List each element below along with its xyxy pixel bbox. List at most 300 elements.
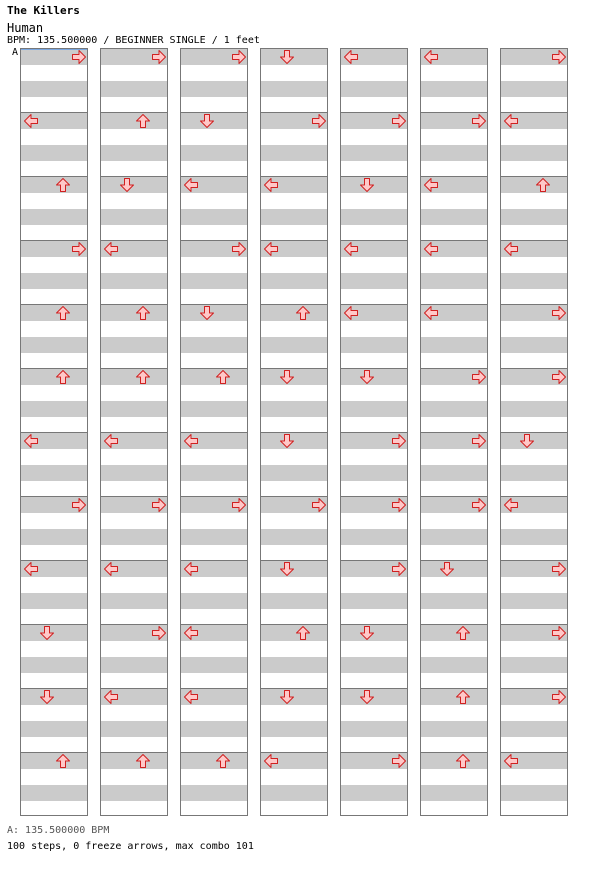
up-arrow-icon <box>455 689 471 705</box>
right-arrow-icon <box>391 753 407 769</box>
beat-band <box>341 593 407 609</box>
down-arrow-icon <box>359 177 375 193</box>
beat-band <box>501 545 567 561</box>
beat-band <box>421 417 487 433</box>
beat-band <box>341 577 407 593</box>
beat-band <box>21 193 87 209</box>
beat-band <box>261 209 327 225</box>
beat-band <box>421 769 487 785</box>
up-arrow-icon <box>215 369 231 385</box>
beat-band <box>21 289 87 305</box>
beat-band <box>261 225 327 241</box>
right-arrow-icon <box>471 433 487 449</box>
beat-band <box>261 161 327 177</box>
beat-band <box>341 353 407 369</box>
left-arrow-icon <box>343 305 359 321</box>
up-arrow-icon <box>295 625 311 641</box>
beat-band <box>421 289 487 305</box>
beat-band <box>181 513 247 529</box>
beat-band <box>421 161 487 177</box>
beat-band <box>21 801 87 816</box>
beat-band <box>181 273 247 289</box>
beat-band <box>501 209 567 225</box>
chart-info: BPM: 135.500000 / BEGINNER SINGLE / 1 feet <box>7 35 260 46</box>
beat-band <box>181 657 247 673</box>
beat-band <box>421 609 487 625</box>
beat-band <box>101 785 167 801</box>
beat-band <box>341 737 407 753</box>
beat-band <box>181 81 247 97</box>
left-arrow-icon <box>103 561 119 577</box>
beat-band <box>101 257 167 273</box>
beat-band <box>101 529 167 545</box>
beat-band <box>421 705 487 721</box>
beat-band <box>21 65 87 81</box>
beat-band <box>181 769 247 785</box>
beat-band <box>181 209 247 225</box>
left-arrow-icon <box>423 177 439 193</box>
down-arrow-icon <box>199 113 215 129</box>
beat-band <box>261 529 327 545</box>
beat-band <box>181 145 247 161</box>
beat-band <box>501 289 567 305</box>
beat-band <box>21 545 87 561</box>
beat-band <box>261 481 327 497</box>
beat-band <box>341 769 407 785</box>
beat-band <box>501 417 567 433</box>
beat-band <box>501 529 567 545</box>
left-arrow-icon <box>23 113 39 129</box>
beat-band <box>501 577 567 593</box>
beat-band <box>181 161 247 177</box>
beat-band <box>181 337 247 353</box>
beat-band <box>181 97 247 113</box>
beat-band <box>501 705 567 721</box>
beat-band <box>341 401 407 417</box>
right-arrow-icon <box>471 497 487 513</box>
beat-band <box>261 737 327 753</box>
beat-band <box>21 673 87 689</box>
beat-band <box>101 273 167 289</box>
beat-band <box>501 353 567 369</box>
left-arrow-icon <box>183 625 199 641</box>
beat-band <box>101 673 167 689</box>
left-arrow-icon <box>23 433 39 449</box>
beat-band <box>181 225 247 241</box>
left-arrow-icon <box>503 497 519 513</box>
beat-band <box>261 273 327 289</box>
beat-band <box>101 545 167 561</box>
left-arrow-icon <box>423 241 439 257</box>
down-arrow-icon <box>199 305 215 321</box>
beat-band <box>341 129 407 145</box>
beat-band <box>21 641 87 657</box>
right-arrow-icon <box>311 497 327 513</box>
beat-band <box>101 801 167 816</box>
measure-line <box>101 752 167 753</box>
down-arrow-icon <box>39 625 55 641</box>
measure-line <box>261 624 327 625</box>
beat-band <box>21 257 87 273</box>
beat-band <box>261 129 327 145</box>
beat-band <box>341 481 407 497</box>
step-stats: 100 steps, 0 freeze arrows, max combo 101 <box>7 841 254 852</box>
beat-band <box>261 257 327 273</box>
beat-band <box>261 353 327 369</box>
beat-band <box>21 737 87 753</box>
measure-line <box>501 176 567 177</box>
beat-band <box>101 97 167 113</box>
beat-band <box>181 385 247 401</box>
beat-band <box>181 593 247 609</box>
measure-line <box>261 304 327 305</box>
right-arrow-icon <box>551 689 567 705</box>
right-arrow-icon <box>471 113 487 129</box>
left-arrow-icon <box>103 433 119 449</box>
beat-band <box>421 465 487 481</box>
beat-band <box>341 417 407 433</box>
beat-band <box>21 529 87 545</box>
beat-band <box>261 545 327 561</box>
beat-band <box>501 81 567 97</box>
beat-band <box>181 289 247 305</box>
beat-band <box>501 449 567 465</box>
right-arrow-icon <box>391 497 407 513</box>
beat-band <box>501 177 567 193</box>
beat-band <box>101 721 167 737</box>
beat-band <box>261 721 327 737</box>
up-arrow-icon <box>455 753 471 769</box>
beat-band <box>261 65 327 81</box>
beat-band <box>21 385 87 401</box>
beat-band <box>341 513 407 529</box>
beat-band <box>261 673 327 689</box>
beat-band <box>21 657 87 673</box>
beat-band <box>181 641 247 657</box>
beat-band <box>101 481 167 497</box>
right-arrow-icon <box>231 49 247 65</box>
beat-band <box>101 353 167 369</box>
beat-band <box>341 609 407 625</box>
beat-band <box>21 145 87 161</box>
left-arrow-icon <box>183 433 199 449</box>
beat-band <box>341 65 407 81</box>
beat-band <box>101 81 167 97</box>
beat-band <box>261 657 327 673</box>
beat-band <box>101 225 167 241</box>
beat-band <box>21 753 87 769</box>
down-arrow-icon <box>39 689 55 705</box>
beat-band <box>101 641 167 657</box>
beat-band <box>181 545 247 561</box>
beat-band <box>101 513 167 529</box>
beat-band <box>21 225 87 241</box>
beat-band <box>101 113 167 129</box>
beat-band <box>181 705 247 721</box>
beat-band <box>341 321 407 337</box>
beat-band <box>421 593 487 609</box>
beat-band <box>181 609 247 625</box>
beat-band <box>501 769 567 785</box>
chart-column-3 <box>180 48 248 816</box>
song-title: Human <box>7 21 44 35</box>
beat-band <box>501 737 567 753</box>
up-arrow-icon <box>535 177 551 193</box>
beat-band <box>21 513 87 529</box>
left-arrow-icon <box>183 689 199 705</box>
beat-band <box>341 81 407 97</box>
beat-band <box>501 225 567 241</box>
beat-band <box>501 337 567 353</box>
measure-line <box>21 752 87 753</box>
up-arrow-icon <box>55 753 71 769</box>
beat-band <box>421 65 487 81</box>
measure-line <box>21 368 87 369</box>
beat-band <box>341 337 407 353</box>
beat-band <box>421 657 487 673</box>
beat-band <box>341 673 407 689</box>
measure-line <box>421 752 487 753</box>
beat-band <box>181 721 247 737</box>
beat-band <box>341 273 407 289</box>
measure-line <box>181 368 247 369</box>
beat-band <box>101 161 167 177</box>
beat-band <box>181 785 247 801</box>
beat-band <box>21 577 87 593</box>
beat-band <box>421 129 487 145</box>
beat-band <box>21 177 87 193</box>
beat-band <box>421 97 487 113</box>
beat-band <box>101 465 167 481</box>
beat-band <box>421 353 487 369</box>
measure-line <box>101 112 167 113</box>
beat-band <box>21 81 87 97</box>
right-arrow-icon <box>391 561 407 577</box>
left-arrow-icon <box>263 753 279 769</box>
beat-band <box>501 321 567 337</box>
beat-band <box>181 449 247 465</box>
beat-band <box>101 737 167 753</box>
left-arrow-icon <box>183 177 199 193</box>
beat-band <box>421 577 487 593</box>
beat-band <box>261 785 327 801</box>
measure-line <box>181 752 247 753</box>
up-arrow-icon <box>55 177 71 193</box>
left-arrow-icon <box>423 49 439 65</box>
beat-band <box>261 321 327 337</box>
beat-band <box>261 97 327 113</box>
measure-line <box>21 176 87 177</box>
beat-band <box>341 225 407 241</box>
beat-band <box>181 369 247 385</box>
beat-band <box>261 465 327 481</box>
beat-band <box>341 529 407 545</box>
down-arrow-icon <box>279 49 295 65</box>
down-arrow-icon <box>279 689 295 705</box>
beat-band <box>341 641 407 657</box>
beat-band <box>501 161 567 177</box>
beat-band <box>181 129 247 145</box>
beat-band <box>21 353 87 369</box>
beat-band <box>261 801 327 816</box>
beat-band <box>21 129 87 145</box>
beat-band <box>261 385 327 401</box>
beat-band <box>501 641 567 657</box>
measure-line <box>21 304 87 305</box>
beat-band <box>181 737 247 753</box>
beat-band <box>261 769 327 785</box>
beat-band <box>21 721 87 737</box>
down-arrow-icon <box>279 561 295 577</box>
up-arrow-icon <box>215 753 231 769</box>
beat-band <box>181 529 247 545</box>
right-arrow-icon <box>391 433 407 449</box>
chart-column-6 <box>420 48 488 816</box>
beat-band <box>421 385 487 401</box>
beat-band <box>421 785 487 801</box>
beat-band <box>421 673 487 689</box>
beat-band <box>181 193 247 209</box>
beat-band <box>421 449 487 465</box>
beat-band <box>261 401 327 417</box>
beat-band <box>341 705 407 721</box>
beat-band <box>181 481 247 497</box>
beat-band <box>341 385 407 401</box>
beat-band <box>181 65 247 81</box>
left-arrow-icon <box>343 49 359 65</box>
up-arrow-icon <box>135 113 151 129</box>
left-arrow-icon <box>503 113 519 129</box>
beat-band <box>261 449 327 465</box>
beat-band <box>261 593 327 609</box>
beat-band <box>21 97 87 113</box>
beat-band <box>341 657 407 673</box>
beat-band <box>101 385 167 401</box>
beat-band <box>261 577 327 593</box>
right-arrow-icon <box>151 497 167 513</box>
beat-band <box>21 609 87 625</box>
down-arrow-icon <box>359 369 375 385</box>
beat-band <box>21 593 87 609</box>
left-arrow-icon <box>263 241 279 257</box>
beat-band <box>101 289 167 305</box>
beat-band <box>261 289 327 305</box>
down-arrow-icon <box>439 561 455 577</box>
bpm-marker: A <box>12 47 19 58</box>
beat-band <box>101 705 167 721</box>
beat-band <box>101 145 167 161</box>
beat-band <box>181 417 247 433</box>
beat-band <box>181 801 247 816</box>
beat-band <box>421 721 487 737</box>
beat-band <box>101 369 167 385</box>
measure-line <box>421 624 487 625</box>
beat-band <box>101 417 167 433</box>
beat-band <box>341 721 407 737</box>
beat-band <box>21 481 87 497</box>
beat-band <box>421 801 487 816</box>
beat-band <box>21 321 87 337</box>
beat-band <box>181 465 247 481</box>
up-arrow-icon <box>55 369 71 385</box>
right-arrow-icon <box>71 497 87 513</box>
down-arrow-icon <box>519 433 535 449</box>
down-arrow-icon <box>279 433 295 449</box>
beat-band <box>421 625 487 641</box>
beat-band <box>421 689 487 705</box>
chart-column-7 <box>500 48 568 816</box>
right-arrow-icon <box>391 113 407 129</box>
beat-band <box>101 65 167 81</box>
beat-band <box>21 769 87 785</box>
beat-band <box>501 193 567 209</box>
beat-band <box>21 369 87 385</box>
beat-band <box>501 513 567 529</box>
beat-band <box>181 753 247 769</box>
beat-band <box>181 673 247 689</box>
chart-column-1 <box>20 48 88 816</box>
beat-band <box>21 161 87 177</box>
beat-band <box>421 321 487 337</box>
beat-band <box>261 145 327 161</box>
beat-band <box>101 337 167 353</box>
beat-band <box>181 401 247 417</box>
measure-line <box>421 688 487 689</box>
beat-band <box>501 401 567 417</box>
left-arrow-icon <box>103 689 119 705</box>
right-arrow-icon <box>71 49 87 65</box>
beat-band <box>501 65 567 81</box>
left-arrow-icon <box>423 305 439 321</box>
beat-band <box>261 305 327 321</box>
right-arrow-icon <box>231 497 247 513</box>
chart-column-4 <box>260 48 328 816</box>
beat-band <box>21 273 87 289</box>
beat-band <box>261 513 327 529</box>
left-arrow-icon <box>343 241 359 257</box>
left-arrow-icon <box>23 561 39 577</box>
beat-band <box>101 753 167 769</box>
right-arrow-icon <box>71 241 87 257</box>
beat-band <box>421 737 487 753</box>
right-arrow-icon <box>151 625 167 641</box>
beat-band <box>501 129 567 145</box>
beat-band <box>421 753 487 769</box>
beat-band <box>101 593 167 609</box>
up-arrow-icon <box>295 305 311 321</box>
beat-band <box>261 625 327 641</box>
beat-band <box>181 577 247 593</box>
up-arrow-icon <box>55 305 71 321</box>
beat-band <box>181 353 247 369</box>
beat-band <box>101 577 167 593</box>
beat-band <box>261 81 327 97</box>
beat-band <box>21 417 87 433</box>
right-arrow-icon <box>551 369 567 385</box>
beat-band <box>261 609 327 625</box>
beat-band <box>21 449 87 465</box>
beat-band <box>341 161 407 177</box>
beat-band <box>101 449 167 465</box>
beat-band <box>21 337 87 353</box>
beat-band <box>101 129 167 145</box>
beat-band <box>501 593 567 609</box>
beat-band <box>421 81 487 97</box>
beat-band <box>501 385 567 401</box>
up-arrow-icon <box>135 753 151 769</box>
right-arrow-icon <box>471 369 487 385</box>
beat-band <box>21 305 87 321</box>
